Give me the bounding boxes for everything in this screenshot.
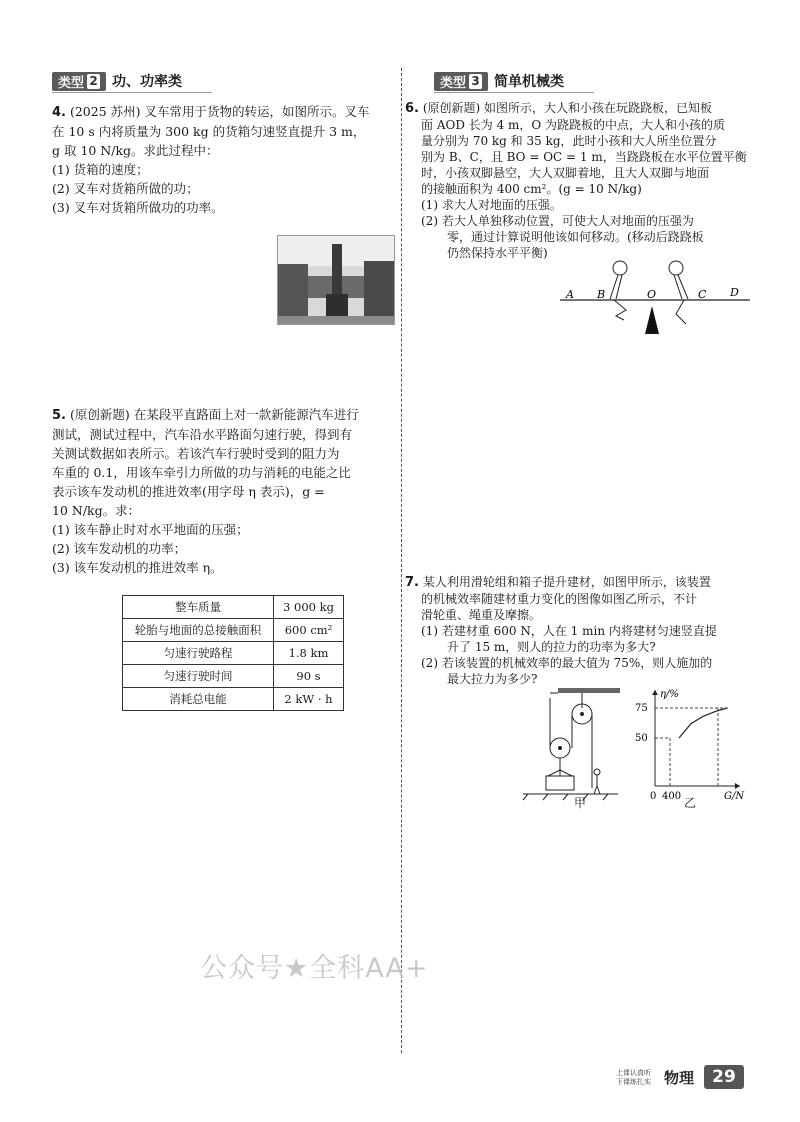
x-tick-400: 400 xyxy=(662,791,682,802)
question-6: 6. (原创新题) 如图所示，大人和小孩在玩跷跷板，已知板 面 AOD 长为 4 m，O 为跷跷板的中点，大人和小孩的质 量分别为 70 kg 和 35 kg，此时小孩和大人所坐位置分 别为 B、C，且 BO = OC = 1 m，当跷跷板在水平位置平衡 时，小孩双脚悬空，大人双脚着地，且大人双脚与地面 的接触面积为 400 cm²。(g = 10 N/kg) (1) 求大人对地面的压强。 (2) 若大人单独移动位置，可使大人对地面的压强为 零，通过计算说明他该如何移动。(移动后跷跷板 仍然保持水平平衡) xyxy=(405,101,747,260)
watermark: 公众号★全科AA+ xyxy=(200,953,429,984)
efficiency-chart xyxy=(630,686,745,806)
left-section-header xyxy=(52,71,182,91)
x-axis-label: G/N xyxy=(724,791,745,802)
figure-yi-label: 乙 xyxy=(684,796,697,810)
section-title: 功、功率类 xyxy=(112,74,183,90)
label-c: C xyxy=(698,288,707,301)
figure-jia-label: 甲 xyxy=(574,796,587,810)
question-7: 7. 某人利用滑轮组和箱子提升建材，如图甲所示，该装置 的机械效率随建材重力变化的图像如图乙所示，不计 滑轮重、绳重及摩擦。 (1) 若建材重 600 N，人在 1 min 内将建材匀速竖直提 升了 15 m，则人的拉力的功率为多大? (2) 若该装置的机械效率的最大值为 75%，则人施加的 最大拉力为多少? xyxy=(405,575,717,686)
label-o: O xyxy=(647,288,657,301)
section-tag: 类型 2 xyxy=(52,72,106,91)
forklift-photo xyxy=(277,235,395,325)
column-divider xyxy=(401,68,402,1053)
y-tick-50: 50 xyxy=(635,733,648,744)
table-row: 整车质量 3 000 kg xyxy=(123,596,344,619)
section-title: 简单机械类 xyxy=(494,74,565,90)
label-d: D xyxy=(730,286,739,299)
question-4: 4. (2025 苏州) 叉车常用于货物的转运，如图所示。叉车 在 10 s 内将质量为 300 kg 的货箱匀速竖直提升 3 m， g 取 10 N/kg。求此过程中： (1) 货箱的速度； (2) 叉车对货箱所做的功； (3) 叉车对货箱所做功的功率。 xyxy=(52,104,370,215)
footer-subject: 物理 xyxy=(664,1069,695,1087)
footer-slogan: 上课认真听 下课练扎实 xyxy=(616,1069,651,1086)
question-5: 5. (原创新题) 在某段平直路面上对一款新能源汽车进行 测试，测试过程中，汽车沿水平路面匀速行驶，得到有 关测试数据如表所示。若该汽车行驶时受到的阻力为 车重的 0.1，用该车牵引力所做的功与消耗的电能之比 表示该车发动机的推进效率(用字母 η 表示)，g = 10 N/kg。求： (1) 该车静止时对水平地面的压强； (2) 该车发动机的功率； (3) 该车发动机的推进效率 η。 xyxy=(52,407,359,575)
table-row: 匀速行驶时间 90 s xyxy=(123,665,344,688)
table-row: 消耗总电能 2 kW · h xyxy=(123,688,344,711)
x-tick-0: 0 xyxy=(650,791,657,802)
efficiency-curve xyxy=(679,708,727,738)
test-data-table xyxy=(122,595,344,711)
page-footer xyxy=(616,1065,766,1093)
label-b: B xyxy=(597,288,606,301)
section-tag: 类型 3 xyxy=(434,72,488,91)
page-number: 29 xyxy=(704,1065,744,1089)
y-axis-label: η/% xyxy=(660,689,679,700)
seesaw-figure xyxy=(560,258,750,338)
table-row: 匀速行驶路程 1.8 km xyxy=(123,642,344,665)
pulley-figure xyxy=(518,688,623,808)
y-tick-75: 75 xyxy=(635,703,648,714)
table-row: 轮胎与地面的总接触面积 600 cm² xyxy=(123,619,344,642)
label-a: A xyxy=(566,288,574,301)
right-section-header xyxy=(434,71,564,91)
